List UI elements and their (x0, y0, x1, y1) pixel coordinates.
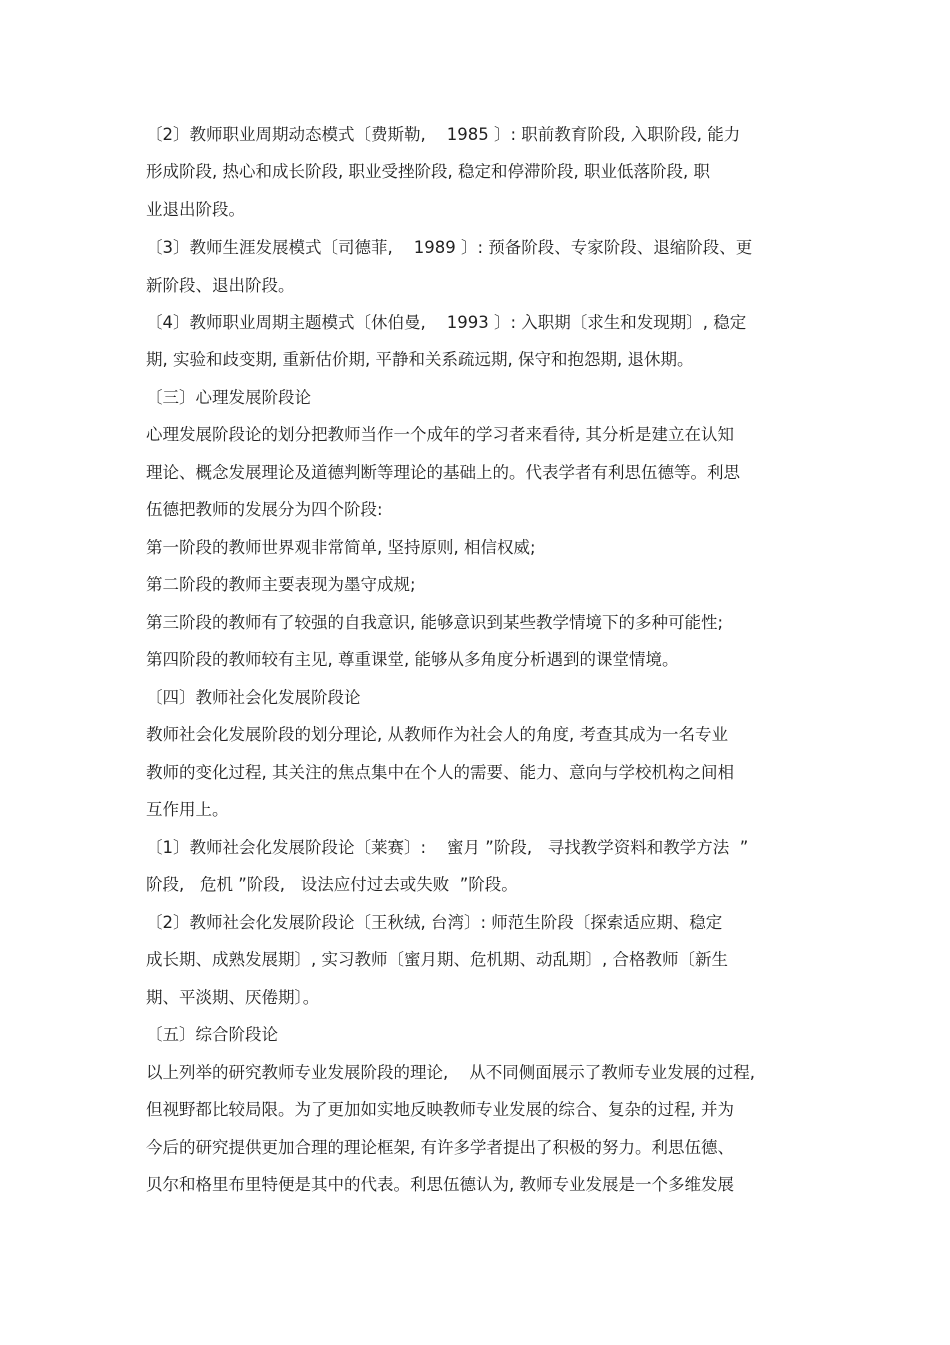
text-line: 〔4〕教师职业周期主题模式〔休伯曼, 1993 〕: 入职期〔求生和发现期〕, 稳定 (146, 313, 747, 332)
text-line: 业退出阶段。 (146, 200, 245, 219)
text-line: 第四阶段的教师较有主见, 尊重课堂, 能够从多角度分析遇到的课堂情境。 (146, 650, 679, 669)
text-line: 〔2〕教师社会化发展阶段论〔王秋绒, 台湾〕: 师范生阶段〔探索适应期、稳定 (146, 913, 723, 932)
text-line: 新阶段、退出阶段。 (146, 276, 295, 295)
text-line: 互作用上。 (146, 800, 229, 819)
text-line: 阶段, 危机 ”阶段, 设法应付过去或失败 ”阶段。 (146, 875, 518, 894)
section-heading: 〔五〕综合阶段论 (146, 1025, 278, 1044)
section-heading: 〔四〕教师社会化发展阶段论 (146, 688, 361, 707)
text-line: 〔3〕教师生涯发展模式〔司德菲, 1989 〕: 预备阶段、专家阶段、退缩阶段、更 (146, 238, 753, 257)
text-line: 期, 实验和歧变期, 重新估价期, 平静和关系疏远期, 保守和抱怨期, 退休期。 (146, 350, 694, 369)
text-line: 教师的变化过程, 其关注的焦点集中在个人的需要、能力、意向与学校机构之间相 (146, 763, 734, 782)
section-heading: 〔三〕心理发展阶段论 (146, 388, 311, 407)
text-line: 〔1〕教师社会化发展阶段论〔莱赛〕: 蜜月 ”阶段, 寻找教学资料和教学方法 ” (146, 838, 749, 857)
text-line: 成长期、成熟发展期〕, 实习教师〔蜜月期、危机期、动乱期〕, 合格教师〔新生 (146, 950, 728, 969)
text-line: 教师社会化发展阶段的划分理论, 从教师作为社会人的角度, 考查其成为一名专业 (146, 725, 728, 744)
text-line: 理论、概念发展理论及道德判断等理论的基础上的。代表学者有利思伍德等。利思 (146, 463, 740, 482)
text-line: 〔2〕教师职业周期动态模式〔费斯勒, 1985 〕: 职前教育阶段, 入职阶段, 能力 (146, 125, 741, 144)
text-line: 今后的研究提供更加合理的理论框架, 有许多学者提出了积极的努力。利思伍德、 (146, 1138, 734, 1157)
text-line: 贝尔和格里布里特便是其中的代表。利思伍德认为, 教师专业发展是一个多维发展 (146, 1175, 734, 1194)
text-line: 心理发展阶段论的划分把教师当作一个成年的学习者来看待, 其分析是建立在认知 (146, 425, 734, 444)
text-line: 以上列举的研究教师专业发展阶段的理论, 从不同侧面展示了教师专业发展的过程, (146, 1063, 755, 1082)
text-line: 期、平淡期、厌倦期〕。 (146, 988, 320, 1007)
text-line: 但视野都比较局限。为了更加如实地反映教师专业发展的综合、复杂的过程, 并为 (146, 1100, 734, 1119)
text-line: 第一阶段的教师世界观非常简单, 坚持原则, 相信权威; (146, 538, 536, 557)
text-line: 伍德把教师的发展分为四个阶段: (146, 500, 383, 519)
text-line: 第二阶段的教师主要表现为墨守成规; (146, 575, 416, 594)
text-line: 第三阶段的教师有了较强的自我意识, 能够意识到某些教学情境下的多种可能性; (146, 613, 724, 632)
text-line: 形成阶段, 热心和成长阶段, 职业受挫阶段, 稳定和停滞阶段, 职业低落阶段, 职 (146, 162, 710, 181)
